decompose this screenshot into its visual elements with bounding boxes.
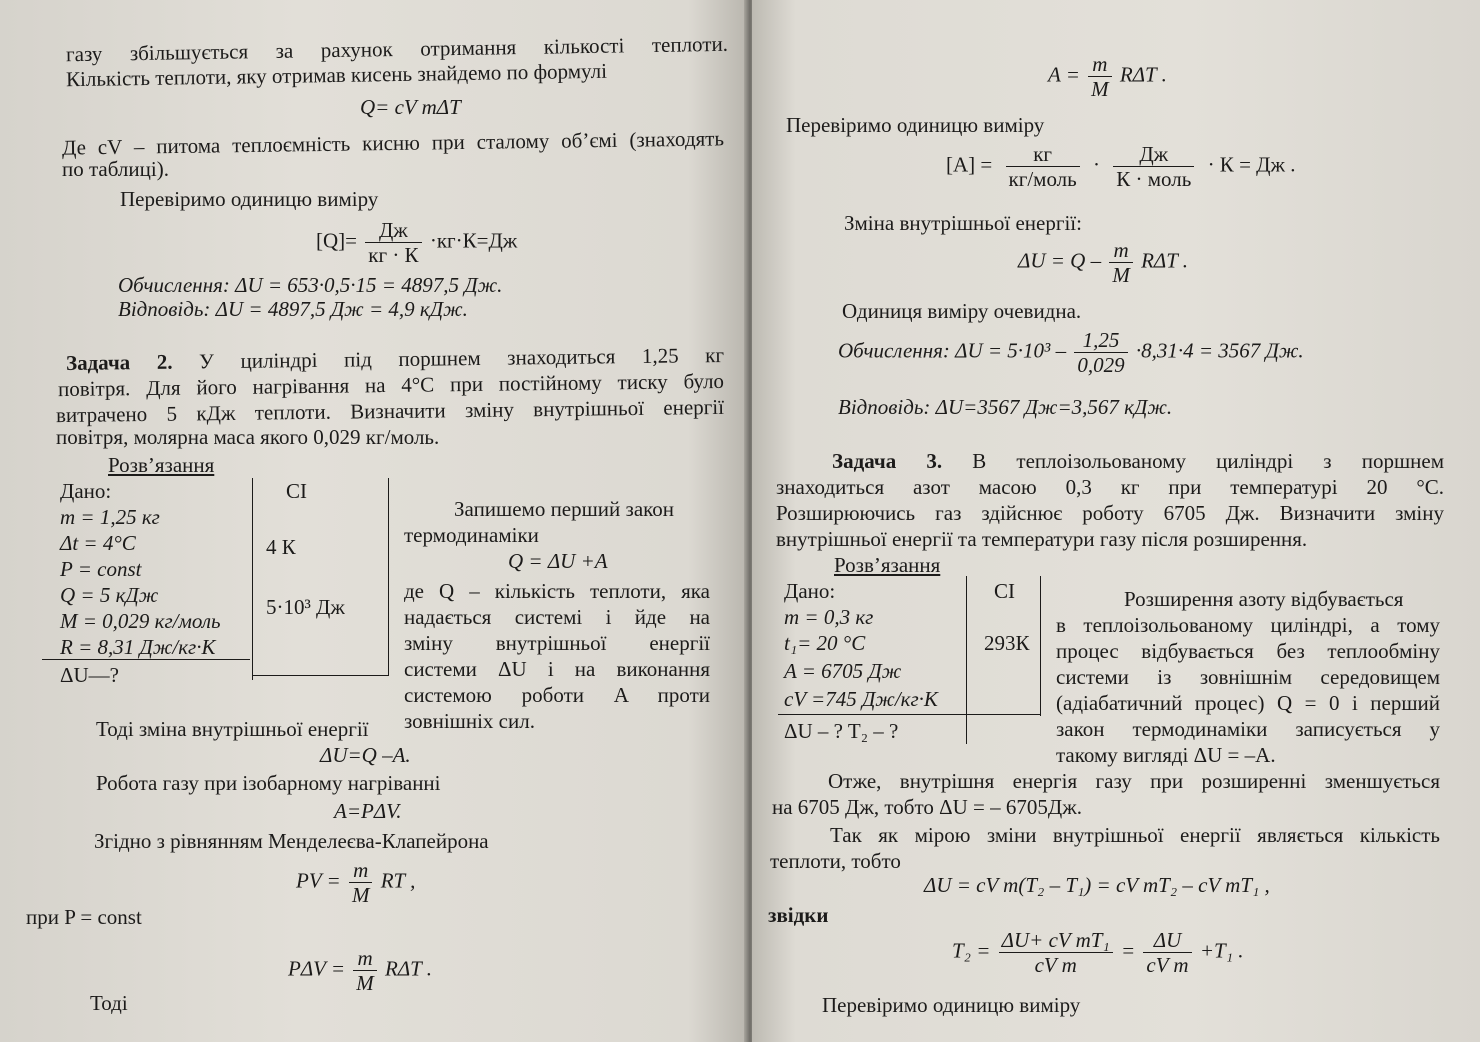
decrease-line-1: Отже, внутрішня енергія газу при розширенні зменшується [828, 769, 1440, 793]
law-line: зміну внутрішньої енергії [404, 631, 710, 655]
work-isobar-label: Робота газу при ізобарному нагріванні [96, 771, 441, 795]
law-line: системою роботи A проти [404, 683, 710, 707]
given-item: cV =745 Дж/кг·К [784, 687, 938, 711]
law-line: термодинаміки [404, 523, 539, 547]
adiabatic-line: в теплоізольованому циліндрі, а тому [1056, 613, 1440, 637]
calc-suffix: ·8,31·4 = 3567 Дж. [1135, 338, 1304, 363]
units-rhs: ·кг·К=Дж [429, 228, 518, 253]
measure-line-1: Так як мірою зміни внутрішньої енергії являється кількість [830, 823, 1440, 847]
law-line: системи ΔU і на виконання [404, 657, 710, 681]
units-lhs: [Q]= [316, 228, 357, 253]
si-value: 5·10³ Дж [266, 595, 345, 619]
check-units-label-2: Перевіримо одиницю виміру [822, 993, 1081, 1017]
given-item: R = 8,31 Дж/кг·К [60, 635, 216, 659]
units-formula-a: [A] = $\frac{кг}{\text{кг/моль}}$ · $\frac{Дж}{\text{К · моль}}$ · К = Дж . [946, 142, 1296, 191]
units-num: Дж [365, 218, 421, 243]
t2-f1-num: ΔU+ cV mT₁ [999, 928, 1113, 953]
a-formula [1048, 52, 1167, 101]
unknown-value: ΔU – ? T₂ – ? [784, 719, 899, 743]
si-text-separator [1040, 576, 1041, 716]
unknown-value: ΔU—? [60, 663, 119, 687]
t2-rhs: +T₁ . [1199, 938, 1244, 963]
task3-title: Задача 3. [832, 449, 943, 473]
pv-fraction [349, 858, 373, 907]
task3-line-4: внутрішньої енергії та температури газу після розширення. [776, 527, 1308, 551]
a-rhs: RΔT . [1119, 62, 1167, 87]
units-a-f1-num: кг [1006, 142, 1080, 167]
task3-line-1 [832, 448, 1444, 475]
calc-den: 0,029 [1077, 353, 1125, 377]
units-a-f2-den: К · моль [1116, 167, 1192, 191]
t2-mid: = [1120, 938, 1136, 963]
adiabatic-line: такому вигляді ΔU = –A. [1056, 743, 1276, 767]
adiabatic-line: процес відбувається без теплообміну [1056, 639, 1440, 663]
given-label: Дано: [784, 579, 836, 603]
then-label: Тоді [90, 991, 128, 1015]
du-fraction [1109, 238, 1133, 287]
units-a-lhs: [A] = [946, 152, 993, 177]
unit-obvious-label: Одиниця виміру очевидна. [842, 299, 1082, 323]
units-a-rhs: · К = Дж . [1207, 152, 1296, 177]
du-formula: ΔU=Q –A. [320, 743, 411, 767]
calc-fraction [1074, 328, 1127, 377]
given-si-separator [252, 478, 253, 680]
given-item: M = 0,029 кг/моль [60, 609, 221, 633]
calc-line: Обчислення: ΔU = 653·0,5·15 = 4897,5 Дж. [118, 273, 503, 297]
pv-lhs: PV = [296, 868, 341, 893]
units-a-fraction-2 [1113, 142, 1194, 191]
units-a-f2-num: Дж [1113, 142, 1194, 167]
a-lhs: A = [1048, 62, 1080, 87]
cv-line-2: по таблиці). [62, 157, 169, 181]
si-bottom-divider [966, 714, 1040, 715]
units-a-f1-den: кг/моль [1008, 167, 1077, 191]
solution-heading: Розв’язання [108, 453, 215, 477]
pdv-num: m [353, 946, 377, 971]
given-item: t₁= 20 °С [784, 631, 866, 655]
si-label: СІ [286, 479, 307, 503]
then-du-label: Тоді зміна внутрішньої енергії [96, 717, 369, 741]
task3-text-1: В теплоізольованому циліндрі з поршнем [972, 449, 1444, 473]
given-item: P = const [60, 557, 142, 581]
pv-den: M [351, 883, 370, 907]
given-divider [778, 714, 966, 715]
units-fraction [365, 218, 421, 267]
du-den: M [1112, 263, 1130, 287]
right-page [752, 0, 1480, 1042]
cv-line-1: Де cV – питома теплоємність кисню при сталому об’ємі (знаходять [61, 126, 725, 160]
t2-fraction-2 [1143, 928, 1191, 977]
work-formula: A=PΔV. [334, 799, 402, 823]
task2-title: Задача 2. [65, 349, 173, 376]
given-divider [42, 659, 250, 660]
adiabatic-line: (адіабатичний процес) Q = 0 і перший [1056, 691, 1440, 715]
a-num: m [1088, 52, 1112, 77]
law-formula: Q = ΔU +A [508, 549, 608, 573]
pdv-fraction [353, 946, 377, 995]
du-change-label: Зміна внутрішньої енергії: [844, 211, 1082, 235]
given-si-separator [966, 576, 967, 744]
check-units-label: Перевіримо одиницю виміру [786, 113, 1045, 137]
adiabatic-line: системи із зовнішнім середовищем [1056, 665, 1440, 689]
a-fraction [1088, 52, 1112, 101]
answer-line: Відповідь: ΔU = 4897,5 Дж = 4,9 кДж. [118, 297, 468, 321]
t2-f2-num: ΔU [1143, 928, 1191, 953]
task3-line-2: знаходиться азот масою 0,3 кг при температурі 20 °С. [776, 475, 1444, 499]
decrease-line-2: на 6705 Дж, тобто ΔU = – 6705Дж. [772, 795, 1082, 819]
pdv-rhs: RΔT . [385, 956, 432, 981]
pdv-den: M [356, 971, 374, 995]
given-label: Дано: [60, 479, 112, 503]
t2-f2-den: cV m [1146, 953, 1189, 977]
a-den: M [1091, 77, 1109, 101]
du-num: m [1109, 238, 1133, 263]
pv-rhs: RT , [380, 868, 416, 893]
du-cv-formula: ΔU = cV m(T₂ – T₁) = cV mT₂ – cV mT₁ , [924, 873, 1270, 897]
task2-line-2: повітря. Для його нагрівання на 4°С при постійному тиску було [57, 368, 725, 402]
pdv-formula [288, 946, 432, 995]
t2-fraction-1 [999, 928, 1113, 977]
task2-line-4: повітря, молярна маса якого 0,029 кг/моль. [56, 425, 440, 449]
mendeleev-label: Згідно з рівнянням Менделеєва-Клапейрона [94, 829, 489, 853]
units-a-fraction-1 [1006, 142, 1080, 191]
task2-line-3: витрачено 5 кДж теплоти. Визначити зміну внутрішньої енергії [55, 394, 725, 428]
intro-line-2: Кількість теплоти, яку отримав кисень знайдемо по формулі [65, 58, 608, 92]
given-item: A = 6705 Дж [784, 659, 902, 683]
si-label: СІ [994, 579, 1015, 603]
p-const-label: при P = const [26, 905, 142, 929]
pv-num: m [349, 858, 373, 883]
formula-q: Q= cV mΔT [360, 95, 461, 119]
task2-text-1: У циліндрі під поршнем знаходиться 1,25 кг [198, 342, 725, 374]
whence-label: звідки [768, 903, 829, 927]
law-line: зовнішніх сил. [404, 709, 535, 733]
solution-heading: Розв’язання [834, 553, 941, 577]
adiabatic-line: закон термодинаміки записується у [1056, 717, 1440, 741]
answer-line: Відповідь: ΔU=3567 Дж=3,567 кДж. [838, 395, 1173, 419]
given-item: Q = 5 кДж [60, 583, 159, 607]
si-law-separator [388, 478, 389, 676]
du-rhs: RΔT . [1141, 248, 1189, 273]
calc-num: 1,25 [1074, 328, 1127, 353]
si-bottom-divider [252, 675, 388, 676]
adiabatic-line: Розширення азоту відбувається [1124, 587, 1404, 611]
si-value: 4 К [266, 535, 296, 559]
given-item: m = 1,25 кг [60, 505, 160, 529]
calc-prefix: Обчислення: ΔU = 5·10³ – [838, 338, 1067, 363]
measure-line-2: теплоти, тобто [770, 849, 901, 873]
units-den: кг · К [368, 243, 419, 267]
t2-f1-den: cV m [1034, 953, 1077, 977]
calc-formula [838, 328, 1304, 377]
t2-formula [952, 928, 1244, 977]
units-formula-q [316, 218, 517, 267]
given-item: Δt = 4°С [60, 531, 136, 555]
pv-formula [296, 858, 415, 907]
intro-line-1: газу збільшується за рахунок отримання кількості теплоти. [65, 31, 729, 67]
du-formula [1018, 238, 1188, 287]
si-value: 293К [984, 631, 1030, 655]
law-line: Запишемо перший закон [454, 497, 675, 521]
t2-lhs: T₂ = [952, 938, 991, 963]
given-item: m = 0,3 кг [784, 605, 874, 629]
pdv-lhs: PΔV = [288, 956, 346, 981]
law-line: де Q – кількість теплоти, яка [404, 579, 710, 603]
du-lhs: ΔU = Q – [1018, 248, 1102, 273]
task3-line-3: Розширюючись газ здійснює роботу 6705 Дж. Визначити зміну [776, 501, 1444, 525]
law-line: надається системі і йде на [404, 605, 710, 629]
check-units-label: Перевіримо одиницю виміру [120, 187, 379, 211]
